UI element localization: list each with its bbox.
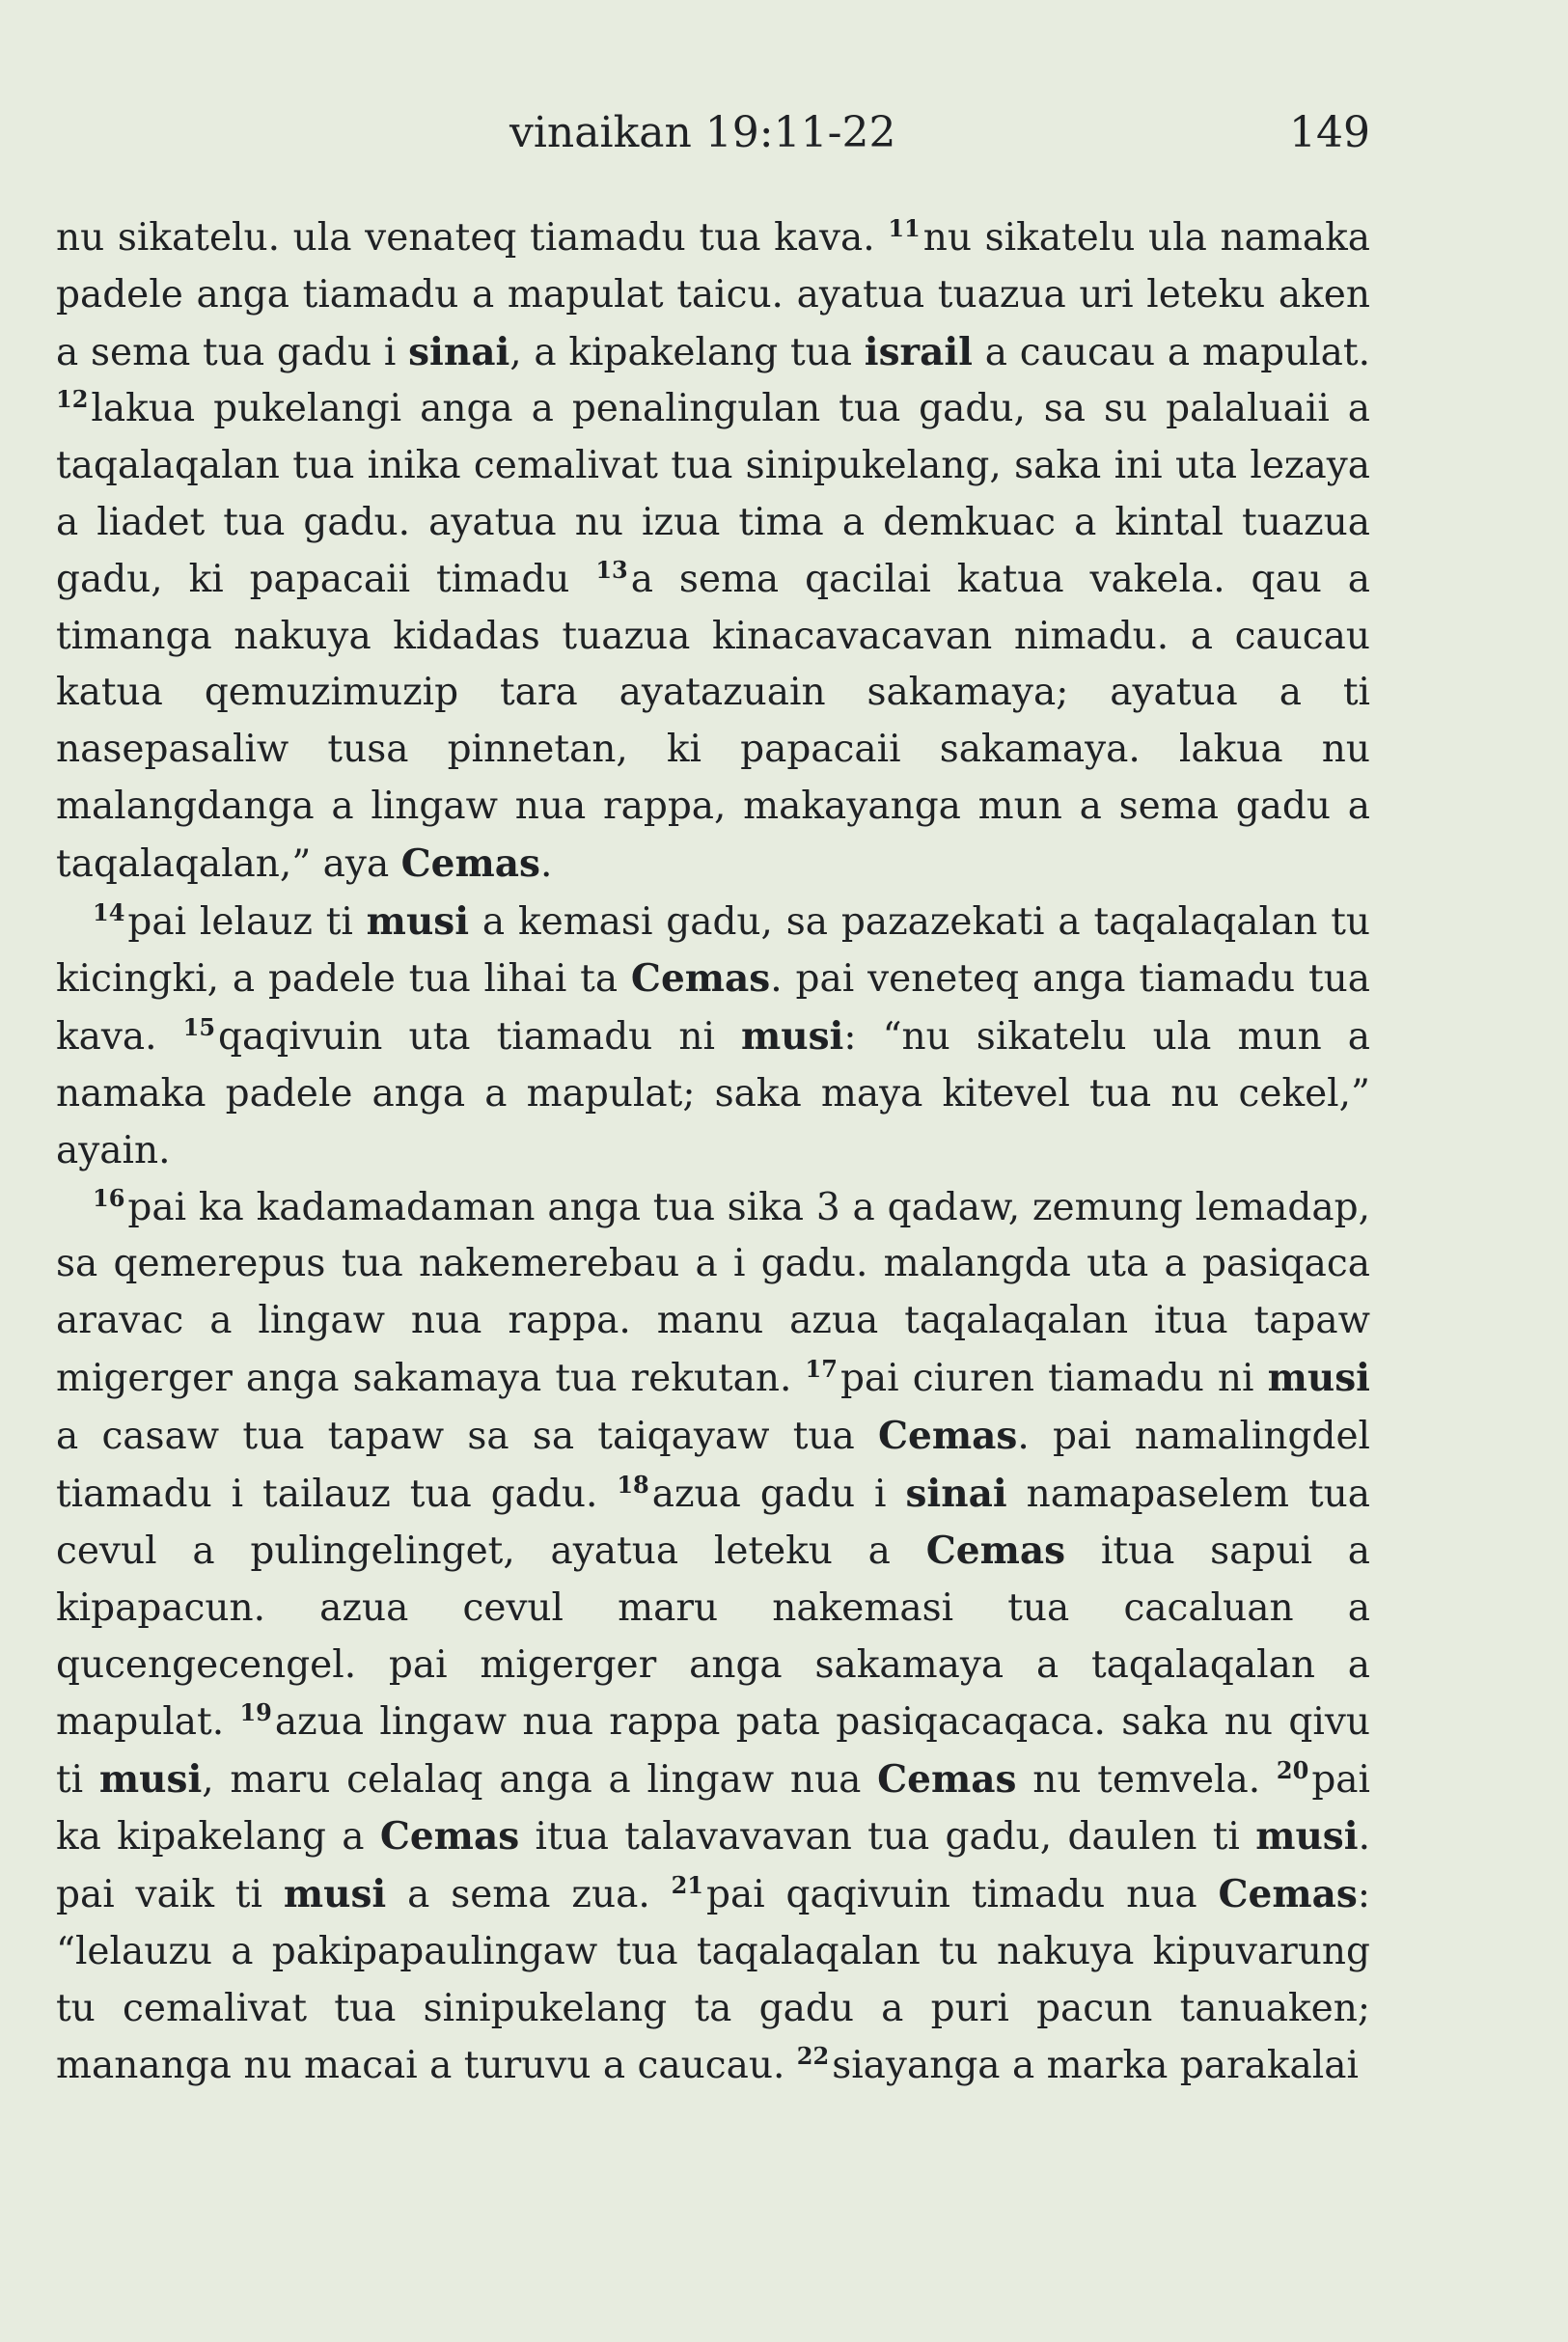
- text-run: : “nu sikatelu ula mun a namaka padele anga a mapulat; saka maya kitevel tua nu cekel,” ayain.: [56, 1015, 1370, 1172]
- bold-name: Cemas: [400, 840, 540, 886]
- text-run: pai qaqivuin timadu nua: [706, 1873, 1219, 1917]
- bold-name: musi: [740, 1014, 844, 1060]
- running-head: [56, 104, 1370, 162]
- text-run: lakua pukelangi anga a penalingulan tua gadu, sa su palaluaii a taqalaqalan tua inika cemalivat tua sinipukelang, saka ini uta lezaya a liadet tua gadu. ayatua nu izua tima a demkuac a kintal tuazua gadu, ki papacaii timadu: [56, 387, 1370, 601]
- verse-number: 21: [671, 1871, 703, 1900]
- book-page: [56, 0, 1370, 2342]
- verse-number: 20: [1276, 1755, 1309, 1784]
- bold-name: musi: [1267, 1355, 1370, 1400]
- verse-number: 18: [617, 1470, 649, 1499]
- text-run: namapaselem tua cevul a pulingelinget, ayatua leteku a: [56, 1472, 1370, 1574]
- text-run: nu sikatelu ula namaka padele anga tiamadu a mapulat taicu. ayatua tuazua uri leteku aken a sema tua gadu i: [56, 216, 1370, 374]
- paragraph: [56, 210, 1370, 894]
- verse-number: 16: [93, 1183, 125, 1212]
- verse-number: 13: [595, 555, 628, 584]
- bold-name: musi: [1255, 1814, 1359, 1860]
- bold-name: Cemas: [877, 1756, 1017, 1802]
- text-run: nu sikatelu. ula venateq tiamadu tua kava.: [56, 216, 889, 260]
- text-run: a casaw tua tapaw sa sa taiqayaw tua: [56, 1414, 878, 1458]
- verse-number: 11: [888, 214, 921, 242]
- paragraph: [56, 1180, 1370, 2095]
- text-run: pai ka kadamadaman anga tua sika 3 a qadaw, zemung lemadap, sa qemerepus tua nakemerebau a i gadu. malangda uta a pasiqaca aravac a lingaw nua rappa. manu azua taqalaqalan itua tapaw migerger anga sakamaya tua rekutan.: [56, 1185, 1370, 1400]
- text-run: a kemasi gadu, sa pazazekati a taqalaqalan tu kicingki, a padele tua lihai ta: [56, 899, 1370, 1002]
- text-run: pai ciuren tiamadu ni: [839, 1356, 1268, 1400]
- text-run: itua sapui a kipapacun. azua cevul maru nakemasi tua cacaluan a qucengecengel. pai migerger anga sakamaya a taqalaqalan a mapulat.: [56, 1529, 1370, 1744]
- text-run: : “lelauzu a pakipapaulingaw tua taqalaqalan tu nakuya kipuvarung tu cemalivat tua sinipukelang ta gadu a puri pacun tanuaken; mananga nu macai a turuvu a caucau.: [56, 1873, 1370, 2087]
- bold-name: Cemas: [379, 1814, 520, 1860]
- paragraph: [56, 894, 1370, 1180]
- body-text: [56, 210, 1370, 2094]
- text-run: . pai vaik ti: [56, 1815, 1370, 1917]
- verse-number: 22: [796, 2041, 830, 2070]
- text-run: siayanga a marka parakalai: [832, 2043, 1359, 2087]
- text-run: a sema zua.: [386, 1873, 672, 1917]
- bold-name: Cemas: [630, 956, 771, 1002]
- bold-name: musi: [98, 1756, 203, 1802]
- text-run: azua lingaw nua rappa pata pasiqacaqaca. saka nu qivu ti: [56, 1699, 1370, 1802]
- bold-name: Cemas: [1218, 1872, 1358, 1917]
- verse-number: 17: [805, 1354, 838, 1383]
- bold-name: Cemas: [925, 1529, 1066, 1574]
- text-run: pai lelauz ti: [127, 899, 367, 944]
- verse-number: 12: [56, 385, 89, 414]
- text-run: , a kipakelang tua: [509, 330, 865, 374]
- text-run: .: [539, 841, 553, 886]
- bold-name: Cemas: [878, 1413, 1018, 1458]
- bold-name: sinai: [408, 329, 510, 374]
- bold-name: musi: [366, 898, 470, 944]
- bold-name: sinai: [905, 1471, 1007, 1516]
- text-run: . pai veneteq anga tiamadu tua kava.: [56, 957, 1370, 1060]
- text-run: , maru celalaq anga a lingaw nua: [202, 1757, 878, 1802]
- text-run: . pai namalingdel tiamadu i tailauz tua gadu.: [56, 1414, 1370, 1516]
- text-run: itua talavavavan tua gadu, daulen ti: [519, 1815, 1256, 1860]
- running-head-title: vinaikan 19:11-22: [509, 108, 896, 157]
- text-run: a caucau a mapulat.: [973, 330, 1370, 374]
- text-run: nu temvela.: [1016, 1757, 1277, 1802]
- text-run: azua gadu i: [651, 1472, 906, 1516]
- page-number: 149: [1289, 108, 1370, 157]
- verse-number: 15: [182, 1013, 216, 1042]
- bold-name: israil: [864, 329, 974, 374]
- text-run: a sema qacilai katua vakela. qau a timanga nakuya kidadas tuazua kinacavacavan nimadu. a caucau katua qemuzimuzip tara ayatazuain sakamaya; ayatua a ti nasepasaliw tusa pinnetan, ki papacaii sakamaya. lakua nu malangdanga a lingaw nua rappa, makayanga mun a sema gadu a taqalaqalan,” aya: [56, 557, 1371, 886]
- verse-number: 14: [93, 897, 125, 926]
- text-run: qaqivuin uta tiamadu ni: [218, 1015, 741, 1060]
- bold-name: musi: [283, 1872, 387, 1917]
- verse-number: 19: [239, 1697, 272, 1726]
- text-run: pai ka kipakelang a: [56, 1757, 1371, 1860]
